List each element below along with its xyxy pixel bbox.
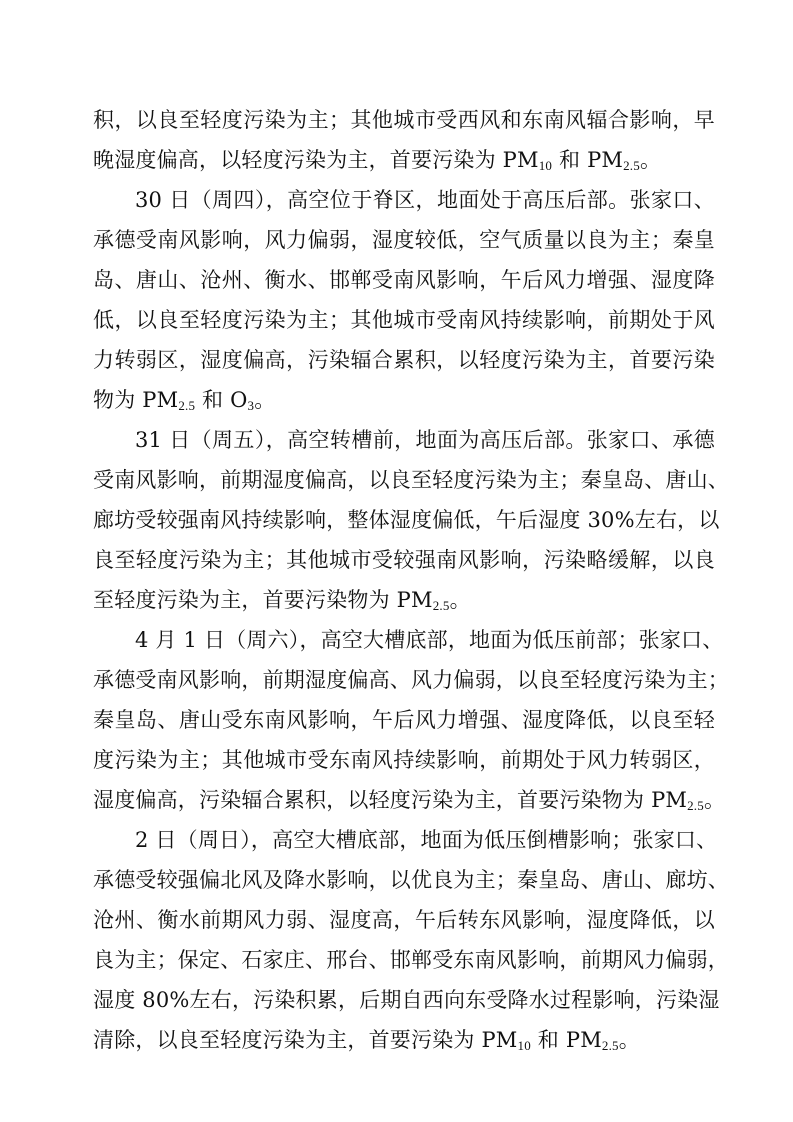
text-run: 受南风影响，前期湿度偏高，以良至轻度污染为主；秦皇岛、唐山、 [93, 468, 729, 492]
text-line [93, 140, 715, 180]
text-run: 低，以良至轻度污染为主；其他城市受南风持续影响，前期处于风 [93, 308, 715, 332]
text-run: 良至轻度污染为主；其他城市受较强南风影响，污染略缓解，以良 [93, 548, 715, 572]
text-run: 和 PM [552, 148, 624, 172]
text-run: 良为主；保定、石家庄、邢台、邯郸受东南风影响，前期风力偏弱， [93, 948, 729, 972]
text-line [93, 580, 715, 620]
text-line [93, 500, 720, 540]
text-run: 和 PM [530, 1028, 602, 1052]
text-run: 。 [254, 388, 276, 412]
paragraph [93, 100, 715, 180]
text-run: 和 O [195, 388, 248, 412]
text-line [93, 100, 715, 140]
text-line [93, 940, 729, 980]
text-line [93, 780, 726, 820]
subscript: 2.5 [178, 398, 196, 413]
text-run: 。 [639, 148, 662, 172]
subscript: 2.5 [687, 798, 704, 813]
text-run: 至轻度污染为主，首要污染物为 PM [93, 588, 433, 612]
text-run: 晚湿度偏高，以轻度污染为主，首要污染为 PM [93, 148, 539, 172]
text-run: 承德受南风影响，风力偏弱，湿度较低，空气质量以良为主；秦皇 [93, 228, 715, 252]
subscript: 2.5 [623, 158, 640, 173]
text-run: 2 日（周日），高空大槽底部，地面为低压倒槽影响；张家口、 [135, 828, 718, 852]
text-run: 承德受较强偏北风及降水影响，以优良为主；秦皇岛、唐山、廊坊、 [93, 868, 729, 892]
text-line [93, 340, 715, 380]
text-line [93, 380, 715, 420]
text-run: 。 [618, 1028, 640, 1052]
text-line [93, 740, 715, 780]
text-run: 力转弱区，湿度偏高，污染辐合累积，以轻度污染为主，首要污染 [93, 348, 715, 372]
text-run: 31 日（周五），高空转槽前，地面为高压后部。张家口、承德 [135, 428, 715, 452]
text-line [93, 900, 715, 940]
text-line [93, 460, 729, 500]
text-line [93, 980, 720, 1020]
subscript: 3 [247, 398, 255, 413]
text-line [93, 220, 715, 260]
paragraph [93, 180, 715, 420]
text-line [93, 1020, 715, 1060]
document-body [93, 100, 729, 1060]
text-line [93, 260, 715, 300]
text-run: 秦皇岛、唐山受东南风影响，午后风力增强、湿度降低，以良至轻 [93, 708, 715, 732]
text-line [93, 700, 715, 740]
text-line [93, 420, 715, 460]
text-run: 岛、唐山、沧州、衡水、邯郸受南风影响，午后风力增强、湿度降 [93, 268, 715, 292]
text-run: 。 [703, 788, 726, 812]
text-line [93, 660, 729, 700]
text-run: 廊坊受较强南风持续影响，整体湿度偏低，午后湿度 30%左右，以 [93, 508, 720, 532]
subscript: 10 [538, 158, 553, 173]
text-run: 积，以良至轻度污染为主；其他城市受西风和东南风辐合影响，早 [93, 108, 715, 132]
text-line [93, 540, 715, 580]
text-run: 湿度 80%左右，污染积累，后期自西向东受降水过程影响，污染湿 [93, 988, 720, 1012]
text-run: 4 月 1 日（周六），高空大槽底部，地面为低压前部；张家口、 [135, 628, 724, 652]
subscript: 2.5 [432, 598, 450, 613]
text-run: 物为 PM [93, 388, 179, 412]
text-run: 清除，以良至轻度污染为主，首要污染为 PM [93, 1028, 518, 1052]
subscript: 10 [517, 1038, 531, 1053]
paragraph [93, 820, 729, 1060]
text-run: 度污染为主；其他城市受东南风持续影响，前期处于风力转弱区， [93, 748, 715, 772]
paragraph [93, 420, 729, 620]
text-line [93, 620, 724, 660]
text-line [93, 300, 715, 340]
text-line [93, 860, 729, 900]
text-run: 承德受南风影响，前期湿度偏高、风力偏弱，以良至轻度污染为主； [93, 668, 729, 692]
text-run: 。 [449, 588, 471, 612]
text-run: 30 日（周四），高空位于脊区，地面处于高压后部。张家口、 [135, 188, 715, 212]
text-run: 湿度偏高，污染辐合累积，以轻度污染为主，首要污染物为 PM [93, 788, 688, 812]
text-line [93, 820, 718, 860]
text-run: 沧州、衡水前期风力弱、湿度高，午后转东风影响，湿度降低，以 [93, 908, 715, 932]
paragraph [93, 620, 729, 820]
text-line [93, 180, 715, 220]
subscript: 2.5 [601, 1038, 619, 1053]
